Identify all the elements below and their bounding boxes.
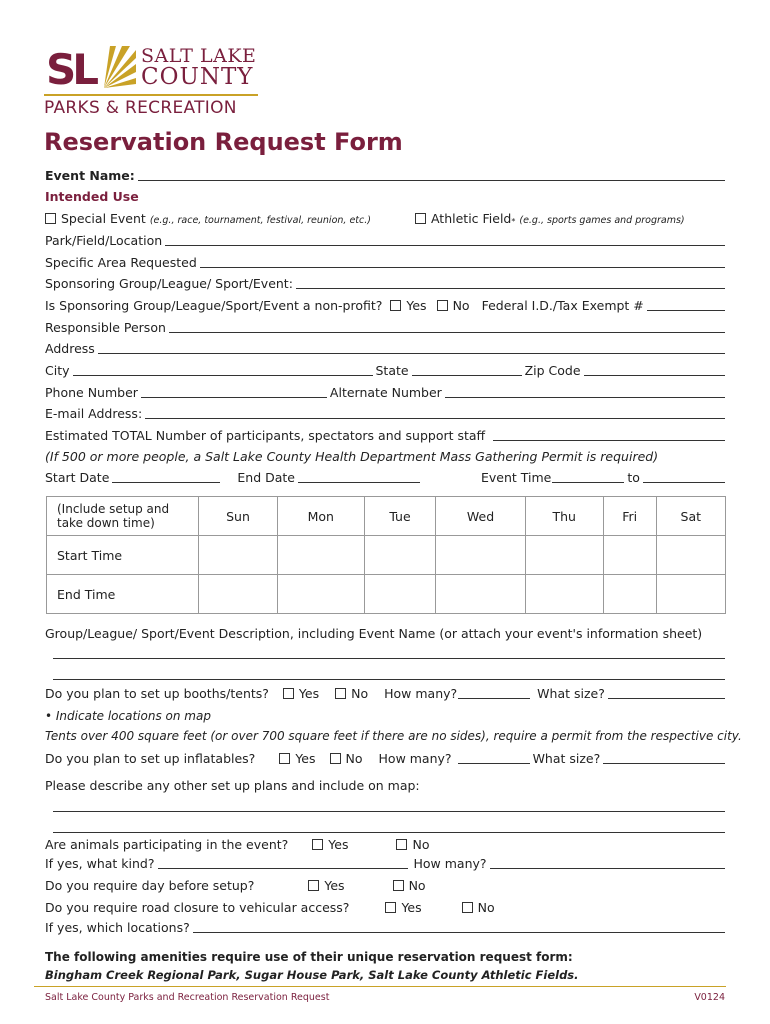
event-time-to-label: to <box>627 470 640 485</box>
start-time-mon-cell[interactable] <box>277 536 364 575</box>
booths-yes-checkbox[interactable] <box>283 688 294 699</box>
description-line-2-row <box>45 664 727 682</box>
dates-row <box>45 467 727 485</box>
tents-note-row <box>45 725 742 743</box>
state-field[interactable] <box>412 363 522 376</box>
road-locations-row <box>45 917 727 935</box>
sl-sunburst-icon <box>44 44 138 90</box>
special-event-label: Special Event <box>61 211 146 226</box>
inflatables-no-label: No <box>345 751 363 766</box>
animals-no-label: No <box>412 837 430 852</box>
inflatables-yes-checkbox[interactable] <box>279 753 290 764</box>
animals-kind-field[interactable] <box>158 856 408 869</box>
responsible-label: Responsible Person <box>45 320 166 335</box>
event-time-label: Event Time <box>481 470 552 485</box>
road-closure-row <box>45 897 727 915</box>
schedule-header-note: (Include setup and take down time) <box>47 497 199 536</box>
park-location-label: Park/Field/Location <box>45 233 163 248</box>
nonprofit-no-checkbox[interactable] <box>437 300 448 311</box>
footer-version: V0124 <box>694 992 725 1003</box>
event-time-end-field[interactable] <box>643 470 725 483</box>
road-closure-no-label: No <box>477 900 495 915</box>
end-time-sat-cell[interactable] <box>656 575 725 614</box>
booths-how-many-field[interactable] <box>458 686 530 699</box>
road-locations-label: If yes, which locations? <box>45 920 190 935</box>
end-date-label: End Date <box>237 470 295 485</box>
special-event-checkbox[interactable] <box>45 213 56 224</box>
inflatables-yes-label: Yes <box>295 751 316 766</box>
intended-use-row <box>45 186 727 204</box>
booths-no-checkbox[interactable] <box>335 688 346 699</box>
brand-line-2: COUNTY <box>141 64 254 90</box>
start-time-fri-cell[interactable] <box>603 536 656 575</box>
indicate-map-row <box>45 705 727 723</box>
day-sun: Sun <box>199 497 278 536</box>
alt-number-field[interactable] <box>445 385 725 398</box>
end-time-label: End Time <box>47 575 199 614</box>
animals-how-many-label: How many? <box>413 856 487 871</box>
participants-label: Estimated TOTAL Number of participants, spectators and support staff <box>45 428 486 443</box>
responsible-field[interactable] <box>169 320 725 333</box>
road-closure-question: Do you require road closure to vehicular access? <box>45 900 350 915</box>
address-row <box>45 338 727 356</box>
athletic-field-sup: * <box>511 217 516 226</box>
schedule-header-row <box>47 497 726 536</box>
other-setup-line-2-row <box>45 817 727 835</box>
other-setup-label: Please describe any other set up plans and include on map: <box>45 778 420 793</box>
participants-field[interactable] <box>493 428 725 441</box>
day-before-yes-label: Yes <box>324 878 345 893</box>
inflatables-what-size-field[interactable] <box>603 751 725 764</box>
alt-number-label: Alternate Number <box>329 385 442 400</box>
nonprofit-yes-label: Yes <box>406 298 427 313</box>
end-time-sun-cell[interactable] <box>199 575 278 614</box>
email-row <box>45 403 727 421</box>
athletic-field-checkbox[interactable] <box>415 213 426 224</box>
end-date-field[interactable] <box>298 470 420 483</box>
start-time-row <box>47 536 726 575</box>
animals-kind-row <box>45 853 727 871</box>
end-time-thu-cell[interactable] <box>525 575 603 614</box>
start-time-thu-cell[interactable] <box>525 536 603 575</box>
schedule-table <box>46 496 726 614</box>
park-location-row <box>45 230 727 248</box>
day-before-row <box>45 875 727 893</box>
phone-label: Phone Number <box>45 385 138 400</box>
zip-label: Zip Code <box>524 363 581 378</box>
event-name-row <box>45 165 727 183</box>
phone-row <box>45 382 727 400</box>
city-label: City <box>45 363 70 378</box>
road-locations-field[interactable] <box>193 920 725 933</box>
animals-how-many-field[interactable] <box>490 856 725 869</box>
start-time-sun-cell[interactable] <box>199 536 278 575</box>
booths-question: Do you plan to set up booths/tents? <box>45 686 269 701</box>
other-setup-line-2[interactable] <box>53 820 725 833</box>
animals-row <box>45 834 727 852</box>
description-label: Group/League/ Sport/Event Description, including Event Name (or attach your event's information sheet) <box>45 626 703 641</box>
address-label: Address <box>45 341 95 356</box>
amenities-list: Bingham Creek Regional Park, Sugar House Park, Salt Lake County Athletic Fields. <box>45 968 579 982</box>
specific-area-row <box>45 252 727 270</box>
mass-gathering-note: (If 500 or more people, a Salt Lake County Health Department Mass Gathering Permit is required) <box>45 449 659 464</box>
inflatables-what-size-label: What size? <box>532 751 601 766</box>
start-time-wed-cell[interactable] <box>436 536 525 575</box>
zip-field[interactable] <box>584 363 725 376</box>
road-closure-yes-label: Yes <box>401 900 422 915</box>
day-mon: Mon <box>277 497 364 536</box>
end-time-wed-cell[interactable] <box>436 575 525 614</box>
address-field[interactable] <box>98 341 725 354</box>
participants-row <box>45 425 727 443</box>
start-time-label: Start Time <box>47 536 199 575</box>
other-setup-line-1[interactable] <box>53 799 725 812</box>
state-label: State <box>375 363 409 378</box>
park-location-field[interactable] <box>165 233 725 246</box>
animals-yes-label: Yes <box>328 837 349 852</box>
start-time-sat-cell[interactable] <box>656 536 725 575</box>
animals-question: Are animals participating in the event? <box>45 837 289 852</box>
mass-gathering-row <box>45 446 727 464</box>
booths-yes-label: Yes <box>298 686 320 701</box>
athletic-field-label: Athletic Field <box>430 211 512 226</box>
start-date-label: Start Date <box>45 470 110 485</box>
indicate-map-note: • Indicate locations on map <box>45 709 211 723</box>
responsible-row <box>45 317 727 335</box>
inflatables-no-checkbox[interactable] <box>330 753 341 764</box>
day-before-no-label: No <box>408 878 426 893</box>
end-time-tue-cell[interactable] <box>364 575 436 614</box>
booths-what-size-label: What size? <box>537 686 605 701</box>
tents-note: Tents over 400 square feet (or over 700 square feet if there are no sides), require a permit from the respective city. <box>45 729 742 743</box>
brand-line-3: PARKS & RECREATION <box>44 98 237 118</box>
inflatables-question: Do you plan to set up inflatables? <box>45 751 256 766</box>
road-closure-yes-checkbox[interactable] <box>385 902 396 913</box>
specific-area-label: Specific Area Requested <box>45 255 197 270</box>
description-line-1[interactable] <box>53 646 725 659</box>
nonprofit-no-label: No <box>452 298 470 313</box>
county-logo <box>44 44 264 118</box>
end-time-fri-cell[interactable] <box>603 575 656 614</box>
footer-rule <box>34 986 726 987</box>
city-row <box>45 360 727 378</box>
booths-row <box>45 683 727 701</box>
end-time-mon-cell[interactable] <box>277 575 364 614</box>
inflatables-how-many-label: How many? <box>378 751 452 766</box>
animals-no-checkbox[interactable] <box>396 839 407 850</box>
logo-rule <box>44 94 258 96</box>
description-row <box>45 623 727 641</box>
svg-text:SL: SL <box>46 45 96 90</box>
description-line-1-row <box>45 643 727 661</box>
start-date-field[interactable] <box>112 470 220 483</box>
inflatables-row <box>45 748 727 766</box>
other-setup-row <box>45 775 727 793</box>
day-before-question: Do you require day before setup? <box>45 878 255 893</box>
sponsoring-row <box>45 273 727 291</box>
booths-no-label: No <box>351 686 369 701</box>
tax-id-field[interactable] <box>647 298 725 311</box>
sponsoring-field[interactable] <box>296 276 725 289</box>
description-line-2[interactable] <box>53 667 725 680</box>
amenities-heading: The following amenities require use of their unique reservation request form: <box>45 950 573 964</box>
day-wed: Wed <box>436 497 525 536</box>
brand-line-1: SALT LAKE <box>141 45 257 67</box>
specific-area-field[interactable] <box>200 255 725 268</box>
day-before-yes-checkbox[interactable] <box>308 880 319 891</box>
day-tue: Tue <box>364 497 436 536</box>
amenities-list-row <box>45 964 727 982</box>
sponsoring-label: Sponsoring Group/League/ Sport/Event: <box>45 276 293 291</box>
nonprofit-yes-checkbox[interactable] <box>390 300 401 311</box>
phone-field[interactable] <box>141 385 327 398</box>
booths-how-many-label: How many? <box>384 686 458 701</box>
tax-id-label: Federal I.D./Tax Exempt # <box>481 298 644 313</box>
day-fri: Fri <box>603 497 656 536</box>
start-time-tue-cell[interactable] <box>364 536 436 575</box>
email-field[interactable] <box>145 406 725 419</box>
nonprofit-question: Is Sponsoring Group/League/Sport/Event a non-profit? <box>45 298 383 313</box>
day-thu: Thu <box>525 497 603 536</box>
amenities-heading-row <box>45 946 727 964</box>
day-before-no-checkbox[interactable] <box>393 880 404 891</box>
road-closure-no-checkbox[interactable] <box>462 902 473 913</box>
animals-yes-checkbox[interactable] <box>312 839 323 850</box>
special-event-note: (e.g., race, tournament, festival, reunion, etc.) <box>149 215 371 226</box>
day-sat: Sat <box>656 497 725 536</box>
booths-what-size-field[interactable] <box>608 686 725 699</box>
event-name-label: Event Name: <box>45 168 135 183</box>
form-title: Reservation Request Form <box>44 128 403 156</box>
inflatables-how-many-field[interactable] <box>458 751 530 764</box>
event-time-start-field[interactable] <box>552 470 624 483</box>
other-setup-line-1-row <box>45 796 727 814</box>
nonprofit-row <box>45 295 727 313</box>
end-time-row <box>47 575 726 614</box>
use-options-row <box>45 208 727 226</box>
animals-kind-label: If yes, what kind? <box>45 856 155 871</box>
city-field[interactable] <box>73 363 373 376</box>
footer-left: Salt Lake County Parks and Recreation Reservation Request <box>45 992 330 1003</box>
email-label: E-mail Address: <box>45 406 143 421</box>
event-name-field[interactable] <box>138 168 725 181</box>
athletic-field-note: (e.g., sports games and programs) <box>519 215 685 226</box>
intended-use-heading: Intended Use <box>45 189 139 204</box>
